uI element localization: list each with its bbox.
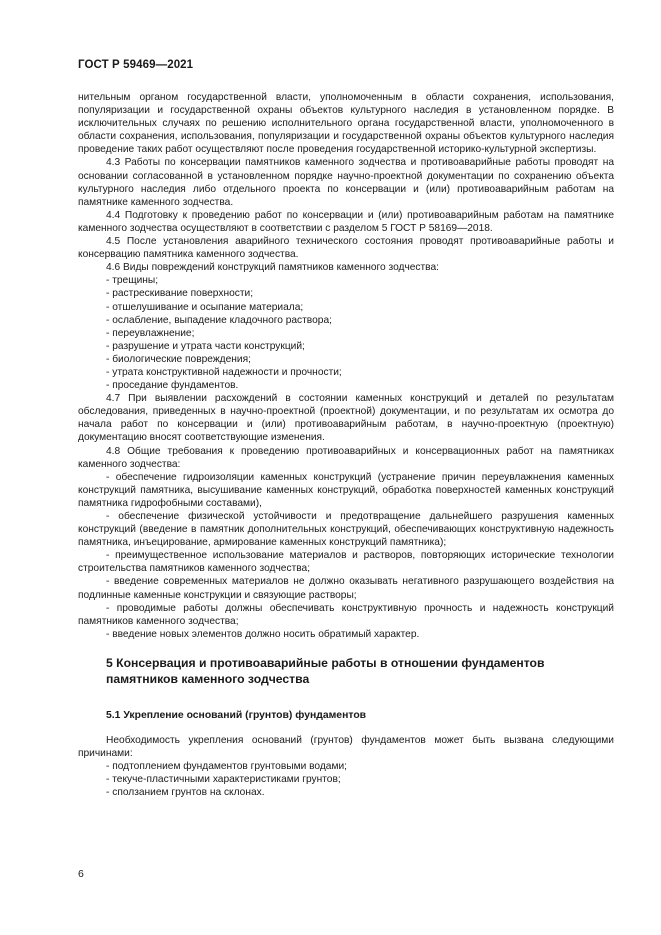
spacer — [78, 687, 614, 709]
list-item: - разрушение и утрата части конструкций; — [106, 340, 305, 352]
list-item: - переувлажнение; — [106, 327, 195, 339]
list-item: - обеспечение физической устойчивости и предотвращение дальнейшего разрушения каменных конструкций (введение в памятник дополнительных конструкций, обеспечивающих конструктивную надежность памятника, инъецирование, армирование каменных конструкций памятника); — [78, 511, 614, 549]
list-item: - растрескивание поверхности; — [106, 288, 254, 300]
page-number: 6 — [78, 868, 84, 880]
list-item: - ослабление, выпадение кладочного раствора; — [106, 314, 332, 326]
subsection-5-1-title: 5.1 Укрепление оснований (грунтов) фундаментов — [106, 709, 367, 721]
list-item: - биологические повреждения; — [106, 353, 251, 365]
list-item: - проводимые работы должны обеспечивать конструктивную прочность и надежность конструкций памятников каменного зодчества; — [78, 602, 614, 627]
list-item: - отшелушивание и осыпание материала; — [106, 301, 304, 313]
list-item: - сползанием грунтов на склонах. — [106, 787, 265, 799]
paragraph-5-1-intro: Необходимость укрепления оснований (грунтов) фундаментов может быть вызвана следующими причинами: — [78, 735, 614, 760]
list-item: - трещины; — [106, 275, 159, 287]
list-item: - подтоплением фундаментов грунтовыми водами; — [106, 761, 347, 773]
section-5-title-line2: памятников каменного зодчества — [106, 671, 310, 686]
paragraph-continuation: нительным органом государственной власти, уполномоченным в области сохранения, использования, популяризации и государственной охраны объектов культурного наследия в установленном порядке. В исключительных случаях по решению исполнительного органа государственной власти, уполномоченного в области сохранения, использования, популяризации и государственной охраны объектов культурного наследия проведение таких работ осуществляют после проведения государственной историко-культурной экспертизы. — [78, 92, 614, 156]
list-item: - введение современных материалов не должно оказывать негативного разрушающего воздействия на подлинные каменные конструкции и связующие растворы; — [78, 576, 614, 601]
paragraph-4-7: 4.7 При выявлении расхождений в состоянии каменных конструкций и деталей по результатам обследования, приведенных в научно-проектной (проектной) документации, и по результатам их осмотра до начала работ по консервации и (или) противоаварийным работам, в научно-проектную (проектную) документацию вносят соответствующие изменения. — [78, 393, 614, 444]
paragraph-4-3: 4.3 Работы по консервации памятников каменного зодчества и противоаварийные работы проводят на основании согласованной в установленном порядке научно-проектной документации по сохранению объекта культурного наследия либо отдельного проекта по консервации и (или) противоаварийным работам на памятнике каменного зодчества. — [78, 157, 614, 208]
list-item: - обеспечение гидроизоляции каменных конструкций (устранение причин переувлажнения каменных конструкций памятника, высушивание каменных конструкций, обработка поверхностей каменных конструкций памятника гидрофобными составами), — [78, 471, 614, 509]
spacer — [78, 722, 614, 734]
document-body — [78, 91, 614, 800]
document-header: ГОСТ Р 59469—2021 — [78, 59, 194, 71]
section-5-title: 5 Консервация и противоаварийные работы в отношении фундаментов — [106, 655, 545, 670]
paragraph-4-8: 4.8 Общие требования к проведению противоаварийных и консервационных работ на памятниках каменного зодчества: — [78, 445, 614, 470]
list-item: - текуче-пластичными характеристиками грунтов; — [106, 774, 341, 786]
list-item: - проседание фундаментов. — [106, 380, 239, 392]
spacer — [78, 641, 614, 655]
list-item: - утрата конструктивной надежности и прочности; — [106, 366, 342, 378]
list-item: - преимущественное использование материалов и растворов, повторяющих исторические технологии строительства памятников каменного зодчества; — [78, 550, 614, 575]
list-item: - введение новых элементов должно носить обратимый характер. — [106, 628, 420, 640]
paragraph-4-5: 4.5 После установления аварийного технического состояния проводят противоаварийные работы и консервацию памятника каменного зодчества. — [78, 236, 614, 261]
paragraph-4-6: 4.6 Виды повреждений конструкций памятников каменного зодчества: — [106, 262, 439, 274]
paragraph-4-4: 4.4 Подготовку к проведению работ по консервации и (или) противоаварийным работам на памятнике каменного зодчества осуществляют в соответствии с разделом 5 ГОСТ Р 58169—2018. — [78, 209, 614, 234]
